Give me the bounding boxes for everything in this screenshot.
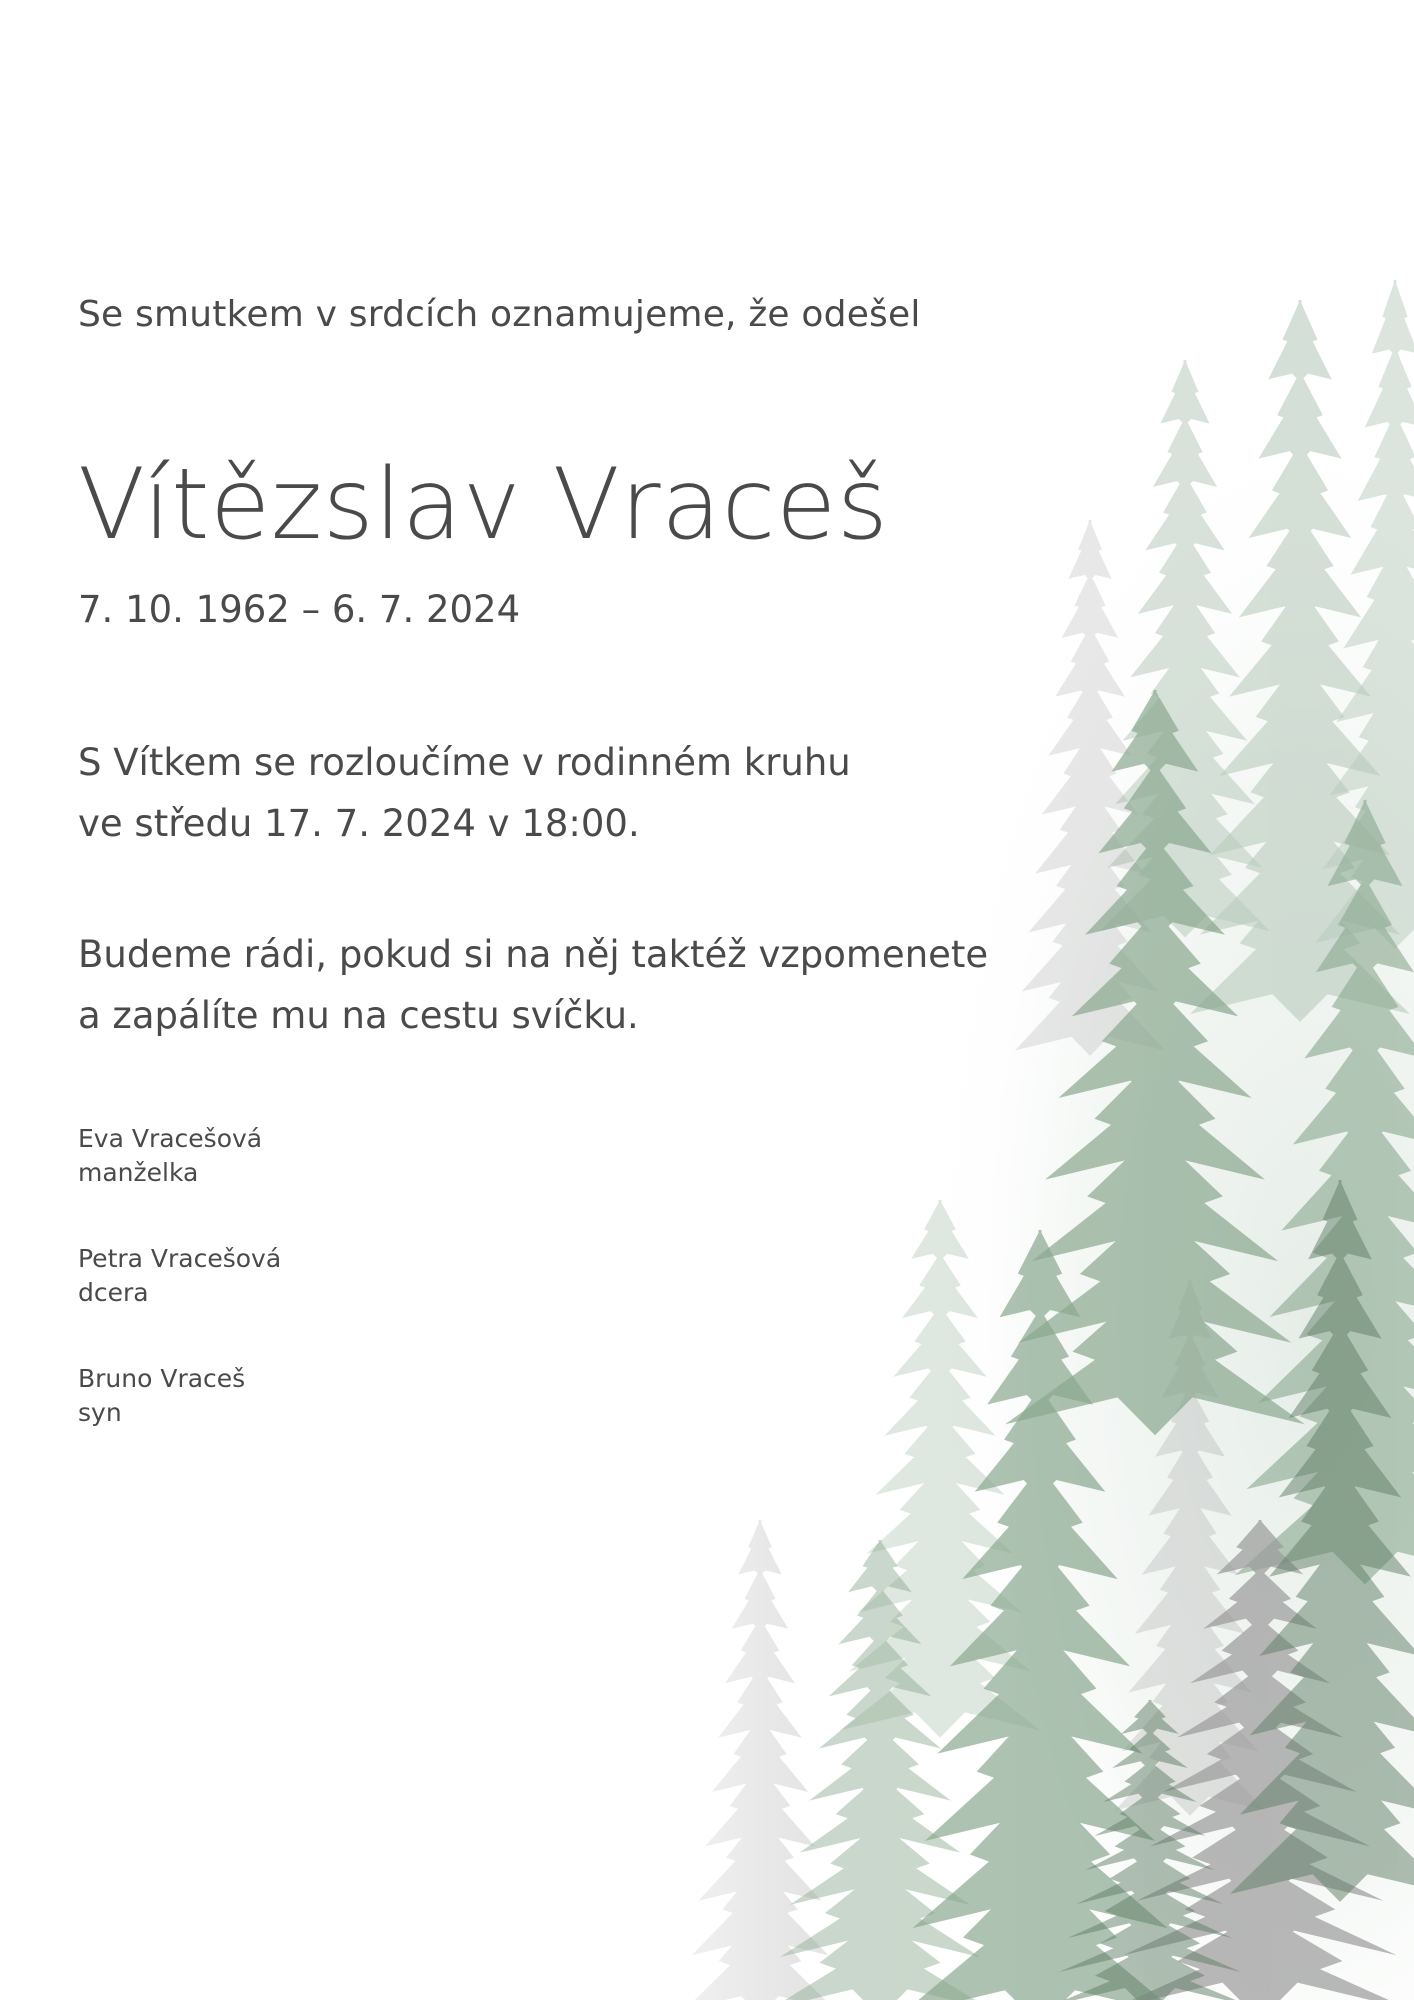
signee-name: Eva Vracešová — [78, 1124, 263, 1153]
life-dates: 7. 10. 1962 – 6. 7. 2024 — [78, 588, 521, 631]
candle-line: Budeme rádi, pokud si na něj taktéž vzpomenete — [78, 933, 989, 976]
signee-relation: manželka — [78, 1158, 199, 1187]
signee-relation: syn — [78, 1398, 122, 1427]
intro-text: Se smutkem v srdcích oznamujeme, že odešel — [78, 294, 921, 335]
deceased-name: Vítězslav Vraceš — [78, 448, 889, 562]
signee-list — [78, 1122, 281, 1482]
ceremony-line: ve středu 17. 7. 2024 v 18:00. — [78, 802, 640, 845]
ceremony-line: S Vítkem se rozloučíme v rodinném kruhu — [78, 741, 851, 784]
signee-relation: dcera — [78, 1278, 149, 1307]
signee-name: Bruno Vraceš — [78, 1364, 246, 1393]
signee — [78, 1242, 281, 1310]
signee — [78, 1362, 281, 1430]
signee-name: Petra Vracešová — [78, 1244, 282, 1273]
candle-line: a zapálíte mu na cestu svíčku. — [78, 994, 639, 1037]
ceremony-text — [78, 732, 851, 854]
candle-text — [78, 924, 988, 1046]
signee — [78, 1122, 281, 1190]
